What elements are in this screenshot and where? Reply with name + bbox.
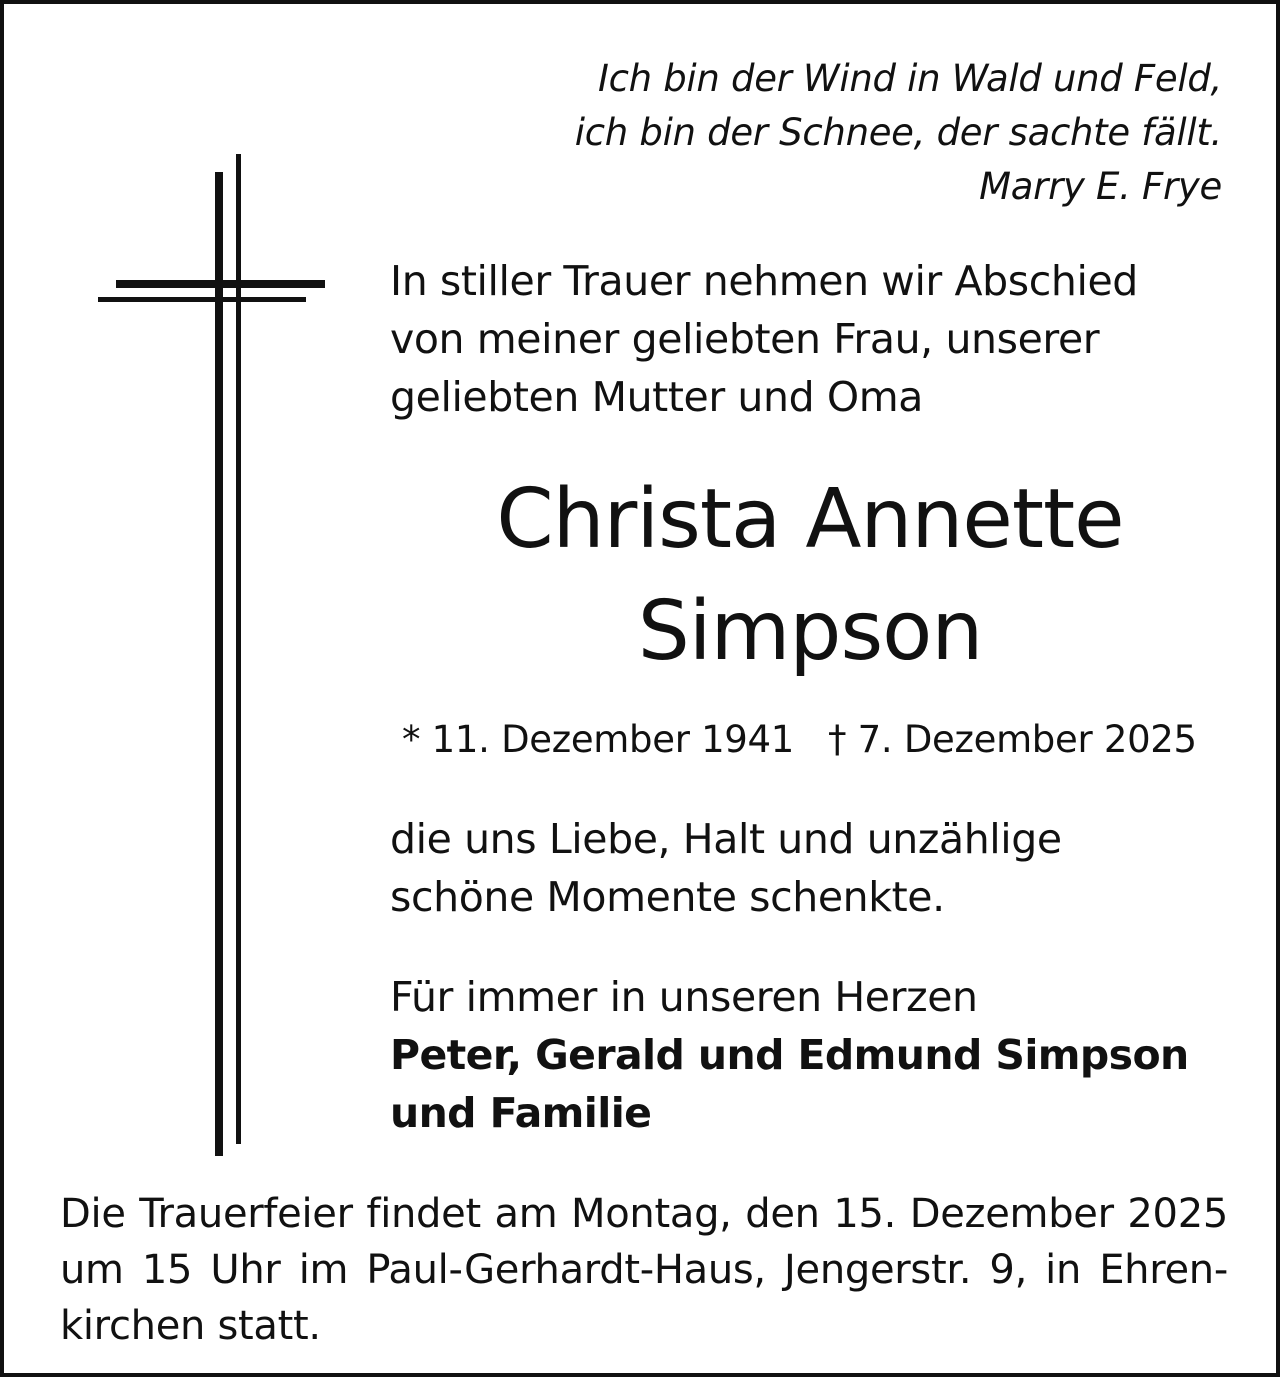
- quote-line: Ich bin der Wind in Wald und Feld,: [597, 57, 1222, 100]
- birth-date: * 11. Dezember 1941: [402, 718, 795, 761]
- service-announcement: [60, 1186, 1228, 1354]
- intro-line: geliebten Mutter und Oma: [390, 373, 923, 421]
- deceased-surname: Simpson: [637, 584, 983, 679]
- family-names-cont: und Familie: [390, 1089, 652, 1137]
- death-date: † 7. Dezember 2025: [828, 718, 1197, 761]
- intro-line: In stiller Trauer nehmen wir Abschied: [390, 257, 1138, 305]
- deceased-name-line: Christa Annette: [496, 472, 1124, 567]
- tribute-line: die uns Liebe, Halt und unzählige: [390, 815, 1062, 863]
- deceased-name: [390, 464, 1230, 688]
- closing-signature: [390, 968, 1189, 1142]
- closing-phrase: Für immer in unseren Herzen: [390, 973, 978, 1021]
- quote-author: Marry E. Frye: [979, 165, 1222, 208]
- service-line: Die Trauerfeier findet am Montag, den 15. Dezember 2025: [60, 1191, 1228, 1237]
- intro-text: [390, 252, 1138, 426]
- tribute-line: schöne Momente schenkte.: [390, 873, 945, 921]
- intro-line: von meiner geliebten Frau, unserer: [390, 315, 1100, 363]
- service-line: um 15 Uhr im Paul-Gerhardt-Haus, Jengerstr. 9, in Ehren-: [60, 1247, 1228, 1293]
- poem-quote: [575, 52, 1222, 214]
- quote-line: ich bin der Schnee, der sachte fällt.: [574, 111, 1222, 154]
- family-names: Peter, Gerald und Edmund Simpson: [390, 1031, 1189, 1079]
- service-line: kirchen statt.: [60, 1303, 321, 1349]
- cross-icon: [4, 4, 344, 1164]
- tribute-text: [390, 810, 1062, 926]
